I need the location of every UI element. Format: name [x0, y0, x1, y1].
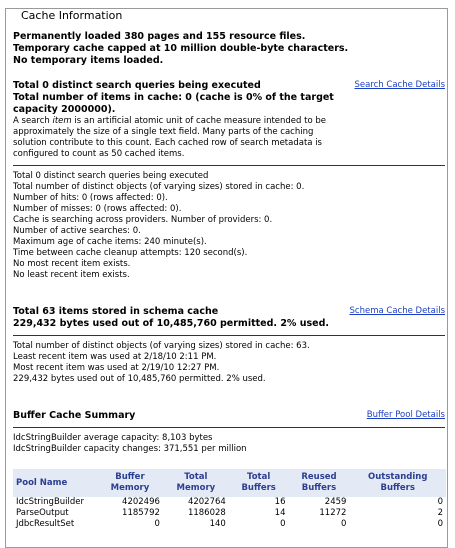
stat-line: Number of active searches: 0.: [13, 226, 141, 236]
table-row: [13, 497, 446, 508]
buffer-cache-heading: Buffer Cache Summary: [13, 410, 136, 421]
column-header-text: Reused: [301, 472, 337, 482]
stat-line: Maximum age of cache items: 240 minute(s).: [13, 237, 207, 247]
buffer-cache-header: [13, 410, 448, 422]
description-text: is an artificial atomic unit of cache measure intended to be: [71, 116, 326, 126]
table-cell: 0: [280, 519, 286, 529]
description-line: solution contribute to this count. Each cached row of search metadata is: [13, 138, 322, 148]
divider: [13, 335, 445, 336]
stat-line: Total number of distinct objects (of varying sizes) stored in cache: 63.: [13, 341, 310, 351]
stat-line: Number of misses: 0 (rows affected: 0).: [13, 204, 182, 214]
buffer-pool-table: [13, 469, 446, 530]
column-header: [97, 469, 163, 497]
stat-line: No most recent item exists.: [13, 259, 131, 269]
description-emphasis: item: [52, 116, 72, 126]
table-cell: 1186028: [187, 508, 226, 518]
table-row: [13, 519, 446, 530]
table-cell: 4202764: [187, 497, 226, 507]
stat-line: Total 0 distinct search queries being executed: [13, 171, 209, 181]
search-cache-stats: [13, 171, 448, 281]
cache-information-panel: [5, 8, 448, 548]
search-cache-details-link[interactable]: Search Cache Details: [354, 80, 445, 90]
column-header-text: Outstanding: [368, 472, 428, 482]
divider: [13, 165, 445, 166]
schema-cache-details-link[interactable]: Schema Cache Details: [349, 306, 445, 316]
table-cell: 0: [154, 519, 160, 529]
schema-cache-stats: [13, 341, 448, 385]
search-cache-headings: [13, 80, 334, 116]
stat-line: Least recent item was used at 2/18/10 2:11 PM.: [13, 352, 217, 362]
column-header-text: Memory: [176, 483, 216, 493]
description-line: [13, 116, 448, 127]
search-cache-header: [13, 80, 448, 116]
column-header-text: Total: [247, 472, 271, 482]
table-row: [13, 508, 446, 519]
table-cell: 140: [209, 519, 226, 529]
description-text: A search: [13, 116, 53, 126]
table-cell: JdbcResultSet: [16, 519, 75, 529]
stat-line: Most recent item was used at 2/19/10 12:27 PM.: [13, 363, 220, 373]
table-cell: 11272: [319, 508, 347, 518]
panel-content: [13, 31, 448, 530]
column-header-text: Total: [184, 472, 208, 482]
schema-cache-heading: 229,432 bytes used out of 10,485,760 permitted. 2% used.: [13, 318, 330, 329]
table-cell: 16: [274, 497, 286, 507]
summary-line: Permanently loaded 380 pages and 155 resource files.: [13, 31, 306, 42]
column-header-text: Buffers: [301, 483, 337, 493]
table-cell: 0: [437, 519, 443, 529]
description-line: approximately the size of a single text field. Many parts of the caching: [13, 127, 314, 137]
summary-block: [13, 31, 448, 67]
table-header-row: [13, 469, 446, 497]
buffer-cache-stats: [13, 433, 448, 455]
table-cell: 0: [437, 497, 443, 507]
stat-line: 229,432 bytes used out of 10,485,760 permitted. 2% used.: [13, 374, 266, 384]
table-cell: 2459: [324, 497, 347, 507]
table-cell: IdcStringBuilder: [16, 497, 85, 507]
table-cell: 4202496: [122, 497, 160, 507]
table-cell: ParseOutput: [16, 508, 69, 518]
column-header-text: Buffers: [241, 483, 276, 493]
summary-line: No temporary items loaded.: [13, 55, 164, 66]
buffer-pool-details-link[interactable]: Buffer Pool Details: [366, 410, 445, 420]
search-cache-heading: Total number of items in cache: 0 (cache is 0% of the target: [13, 92, 334, 103]
column-header: [229, 469, 289, 497]
table-cell: 1185792: [122, 508, 160, 518]
column-header-text: Buffers: [380, 483, 415, 493]
schema-cache-header: [13, 306, 448, 330]
search-cache-heading: Total 0 distinct search queries being executed: [13, 80, 261, 91]
column-header: [163, 469, 229, 497]
table-cell: 0: [341, 519, 347, 529]
column-header: [13, 469, 97, 497]
column-header: [349, 469, 446, 497]
search-cache-heading: capacity 2000000).: [13, 104, 116, 115]
stat-line: Number of hits: 0 (rows affected: 0).: [13, 193, 168, 203]
table-cell: 14: [274, 508, 286, 518]
stat-line: Cache is searching across providers. Number of providers: 0.: [13, 215, 273, 225]
stat-line: Time between cache cleanup attempts: 120 second(s).: [13, 248, 248, 258]
schema-cache-headings: [13, 306, 329, 330]
column-header: [289, 469, 350, 497]
column-header-text: Pool Name: [16, 477, 68, 488]
stat-line: IdcStringBuilder average capacity: 8,103 bytes: [13, 433, 213, 443]
stat-line: IdcStringBuilder capacity changes: 371,551 per million: [13, 444, 247, 454]
table-cell: 2: [437, 508, 443, 518]
stat-line: No least recent item exists.: [13, 270, 130, 280]
schema-cache-heading: Total 63 items stored in schema cache: [13, 306, 219, 317]
stat-line: Total number of distinct objects (of varying sizes) stored in cache: 0.: [13, 182, 305, 192]
divider: [13, 427, 445, 428]
column-header-text: Memory: [110, 483, 150, 493]
description-line: configured to count as 50 cached items.: [13, 149, 185, 159]
summary-line: Temporary cache capped at 10 million double-byte characters.: [13, 43, 349, 54]
column-header-text: Buffer: [115, 472, 145, 482]
search-cache-description: [13, 116, 448, 160]
panel-title: Cache Information: [18, 9, 125, 23]
